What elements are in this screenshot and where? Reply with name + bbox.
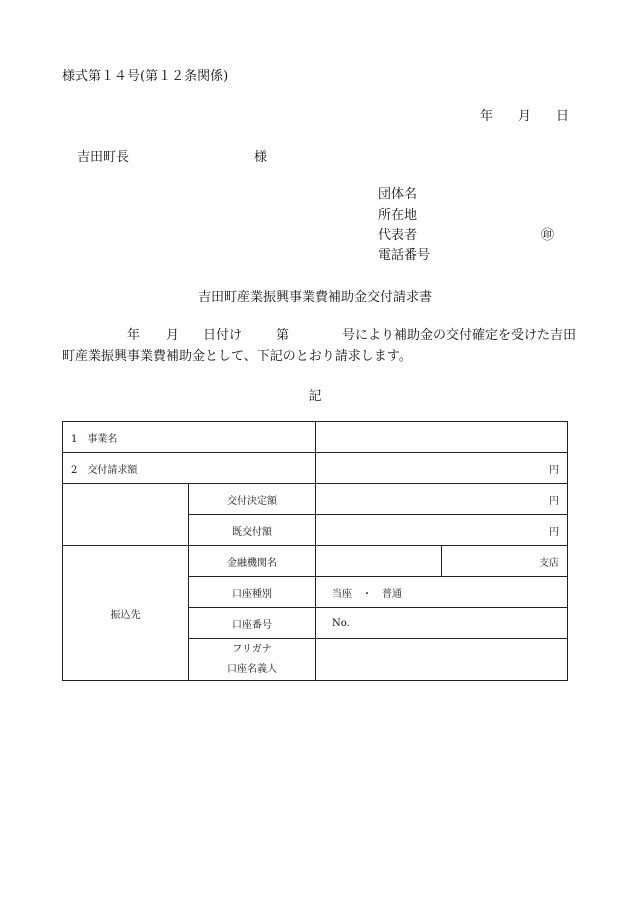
project-name-label: 1 事業名 [63,422,316,453]
body-text-line1: 号により補助金の交付確定を受けた吉田 [342,328,577,343]
account-number-label: 口座番号 [189,608,316,639]
account-type-value[interactable]: 当座 ・ 普通 [316,577,568,608]
account-number-value[interactable]: No. [316,608,568,639]
seal-mark: ㊞ [541,228,555,243]
blank-cell [63,484,189,546]
table-row [63,484,568,515]
decided-amount-label: 交付決定額 [189,484,316,515]
body-dai: 第 [276,328,290,343]
decided-amount-value[interactable]: 円 [316,484,568,515]
project-name-value[interactable] [316,422,568,453]
account-holder-label-cell [189,639,316,681]
date-month: 月 [518,109,532,124]
already-paid-label: 既交付額 [189,515,316,546]
document-title: 吉田町産業振興事業費補助金交付請求書 [197,290,432,305]
addressee-honorific: 様 [254,150,268,165]
request-amount-label: 2 交付請求額 [63,453,316,484]
table-row [63,422,568,453]
applicant-group-name: 団体名 [378,187,418,202]
date-day: 日 [556,109,570,124]
date-year: 年 [480,109,494,124]
applicant-phone: 電話番号 [378,248,431,263]
table-row [63,453,568,484]
account-type-label: 口座種別 [189,577,316,608]
applicant-representative: 代表者 [378,228,418,243]
account-holder-label: 口座名義人 [227,663,277,675]
branch-value[interactable]: 支店 [442,546,568,577]
addressee-name: 吉田町長 [77,150,130,165]
bank-value[interactable] [316,546,442,577]
furigana-label: フリガナ [232,643,272,655]
table-row [63,546,568,577]
body-dated: 日付け [203,328,243,343]
already-paid-value[interactable]: 円 [316,515,568,546]
transfer-label: 振込先 [63,546,189,681]
ki-heading: 記 [308,389,322,404]
body-year: 年 [127,328,141,343]
body-text-line2: 町産業振興事業費補助金として、下記のとおり請求します。 [62,349,412,364]
account-holder-value[interactable] [316,639,568,681]
body-month: 月 [166,328,180,343]
request-table [62,421,568,681]
bank-label: 金融機関名 [189,546,316,577]
form-number: 様式第１４号(第１２条関係) [62,69,229,84]
applicant-address: 所在地 [378,208,418,223]
request-amount-value[interactable]: 円 [316,453,568,484]
